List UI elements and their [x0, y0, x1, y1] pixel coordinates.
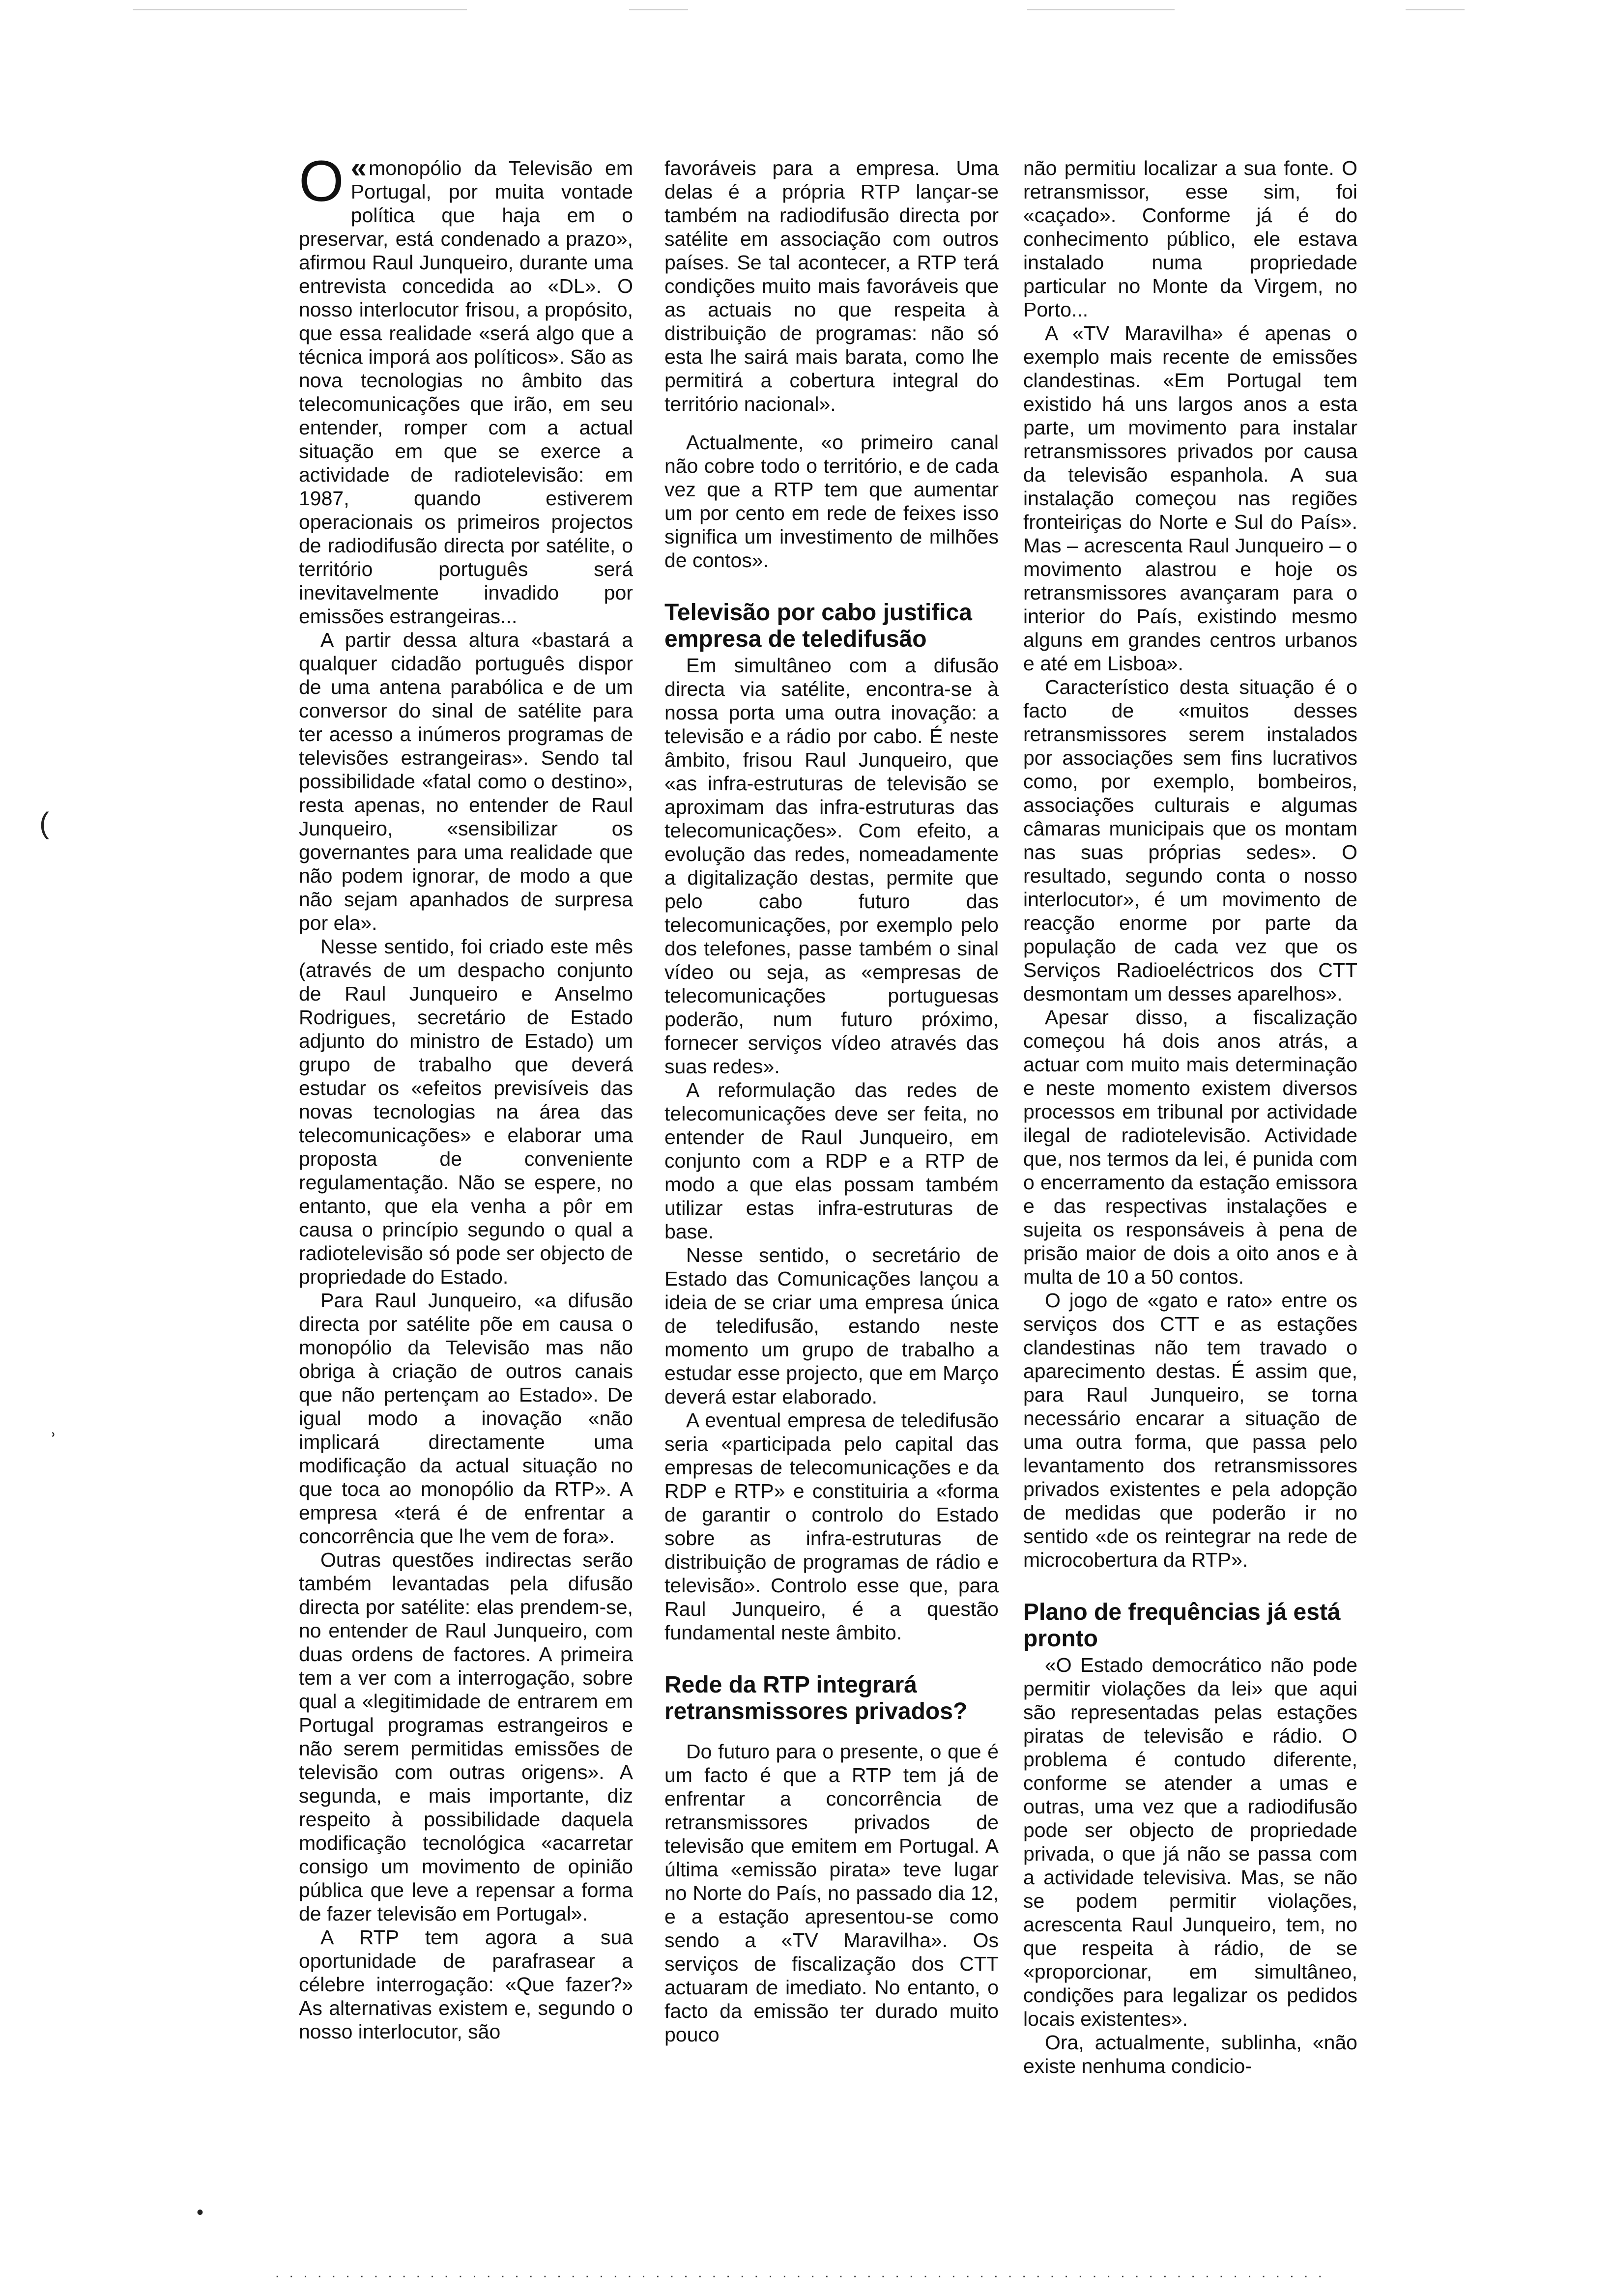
section-heading: Rede da RTP integrará retransmissores privados?: [664, 1672, 968, 1724]
paragraph: Nesse sentido, o secretário de Estado das Comunicações lançou a ideia de se criar uma empresa única de teledifusão, estando neste momento um grupo de trabalho a estudar esse projecto, que em Março deverá estar elaborado.: [664, 1244, 999, 1408]
paragraph: A partir dessa altura «bastará a qualquer cidadão português dispor de uma antena parabólica e de um conversor do sinal de satélite para ter acesso a inúmeros programas de televisões estrangeiras». Sendo tal possibilidade «fatal como o destino», resta apenas, no entender de Raul Junqueiro, «sensibilizar os governantes para uma realidade que não podem ignorar, de modo a que não sejam apanhados de surpresa por ela».: [299, 629, 633, 934]
paragraph: Em simultâneo com a difusão directa via satélite, encontra-se à nossa porta uma outra inovação: a televisão e a rádio por cabo. É neste âmbito, frisou Raul Junqueiro, que «as infra-estruturas de televisão se aproximam das infra-estruturas das telecomunicações». Com efeito, a evolução das redes, nomeadamente a digitalização destas, permite que pelo cabo futuro das telecomunicações, por exemplo pelo dos telefones, passe também o sinal vídeo ou seja, as «empresas de telecomunicações portuguesas poderão, num futuro próximo, fornecer serviços vídeo através das suas redes».: [664, 654, 999, 1078]
article-column-1: [299, 149, 633, 2043]
paragraph: A «TV Maravilha» é apenas o exemplo mais recente de emissões clandestinas. «Em Portugal tem existido há uns largos anos a esta parte, um movimento para instalar retransmissores privados por causa da televisão espanhola. A sua instalação começou nas regiões fronteiriças do Norte e Sul do País». Mas – acrescenta Raul Junqueiro – o movimento alastrou e hoje os retransmissores avançaram para o interior do País, existindo mesmo alguns em grandes centros urbanos e até em Lisboa».: [1023, 322, 1357, 675]
margin-dot-mark: •: [197, 2202, 204, 2223]
paragraph: O jogo de «gato e rato» entre os serviços dos CTT e as estações clandestinas não tem travado o aparecimento destas. É assim que, para Raul Junqueiro, se torna necessário encarar a situação de uma outra forma, que passa pelo levantamento dos retransmissores privados existentes e pela adopção de medidas que poderão ir no sentido «de os reintegrar na rede de microcobertura da RTP».: [1023, 1289, 1357, 1571]
scan-edge-rule-right: [1027, 9, 1175, 10]
paragraph-text: monopólio da Televisão em Portugal, por muita vontade política que haja em o preservar, está condenado a prazo», afirmou Raul Junqueiro, durante uma entrevista concedida ao «DL». O nosso interlocutor frisou, a propósito, que essa realidade «será algo que a técnica imporá aos políticos». São as nova tecnologias no âmbito das telecomunicações que irão, em seu entender, romper com a actual situação em que se exerce a actividade de radiotelevisão: em 1987, quando estiverem operacionais os primeiros projectos de radiodifusão directa por satélite, o território português será inevitavelmente invadido por emissões estrangeiras...: [299, 157, 633, 628]
paragraph: favoráveis para a empresa. Uma delas é a própria RTP lançar-se também na radiodifusão directa por satélite em associação com outros países. Se tal acontecer, a RTP terá condições muito mais favoráveis que as actuais no que respeita à distribuição de programas: não só esta lhe sairá mais barata, como lhe permitirá a cobertura integral do território nacional».: [664, 157, 999, 415]
scan-edge-rule-center: [629, 9, 688, 10]
margin-parenthesis-mark: (: [39, 806, 49, 839]
paragraph: A reformulação das redes de telecomunicações deve ser feita, no entender de Raul Junqueiro, em conjunto com a RDP e a RTP de modo a que elas possam também utilizar estas infra-estruturas de base.: [664, 1079, 999, 1243]
margin-hook-mark: ˒: [49, 1416, 58, 1443]
paragraph: não permitiu localizar a sua fonte. O retransmissor, esse sim, foi «caçado». Conforme já é do conhecimento público, ele estava instalado numa propriedade particular no Monte da Virgem, no Porto...: [1023, 157, 1357, 321]
paragraph: Para Raul Junqueiro, «a difusão directa por satélite põe em causa o monopólio da Televisão mas não obriga à criação de outros canais que não pertençam ao Estado». De igual modo a inovação «não implicará directamente uma modificação da actual situação no que toca ao monopólio da RTP». A empresa «terá é de enfrentar a concorrência que lhe vem de fora».: [299, 1289, 633, 1548]
scan-edge-rule-left: [133, 9, 467, 10]
paragraph: «O Estado democrático não pode permitir violações da lei» que aqui são representadas pelas estações piratas de televisão e rádio. O problema é contudo diferente, conforme se atender a umas e outras, uma vez que a radiodifusão pode ser objecto de propriedade privada, o que já não se passa com a actividade televisiva. Mas, se não se podem permitir violações, acrescenta Raul Junqueiro, tem, no que respeita à rádio, de se «proporcionar, em simultâneo, condições para legalizar os pedidos locais existentes».: [1023, 1654, 1357, 2030]
paragraph: A RTP tem agora a sua oportunidade de parafrasear a célebre interrogação: «Que fazer?» As alternativas existem e, segundo o nosso interlocutor, são: [299, 1926, 633, 2043]
paragraph: Característico desta situação é o facto de «muitos desses retransmissores serem instalados por associações sem fins lucrativos como, por exemplo, bombeiros, associações culturais e algumas câmaras municipais que os montam nas suas próprias sedes». O resultado, segundo conta o nosso interlocutor», é um movimento de reacção enorme por parte da população de cada vez que os Serviços Radioeléctricos dos CTT desmontam um desses aparelhos».: [1023, 676, 1357, 1005]
lead-quote-mark: «: [350, 152, 367, 184]
section-heading: Televisão por cabo justifica empresa de teledifusão: [664, 600, 972, 652]
article-column-2: [664, 156, 999, 2046]
paragraph: Do futuro para o presente, o que é um facto é que a RTP tem já de enfrentar a concorrência de retransmissores privados de televisão que emitem em Portugal. A última «emissão pirata» teve lugar no Norte do País, no passado dia 12, e a estação apresentou-se como sendo a «TV Maravilha». Os serviços de fiscalização dos CTT actuaram de imediato. No entanto, o facto da emissão ter durado muito pouco: [664, 1740, 999, 2046]
section-heading: Plano de frequências já está pronto: [1023, 1599, 1341, 1652]
drop-cap: O: [299, 149, 344, 214]
paragraph: Ora, actualmente, sublinha, «não existe nenhuma condicio-: [1023, 2031, 1357, 2077]
paragraph: Actualmente, «o primeiro canal não cobre todo o território, e de cada vez que a RTP tem que aumentar um por cento em rede de feixes isso significa um investimento de milhões de contos».: [664, 431, 999, 572]
paragraph: Apesar disso, a fiscalização começou há dois anos atrás, a actuar com muito mais determinação e neste momento existem diversos processos em tribunal por actividade ilegal de radiotelevisão. Actividade que, nos termos da lei, é punida com o encerramento da estação emissora e das respectivas instalações e sujeita os responsáveis à pena de prisão maior de dois a oito anos e à multa de 10 a 50 contos.: [1023, 1006, 1357, 1288]
article-column-3: [1023, 156, 1357, 2078]
scan-noise-dots: . . . . . . . . . . . . . . . . . . . . . . . . . . . . . . . . . . . . . . . . . . . . . . . . . . . . . . . . . . . . . . . . . . . . . . . . . . .: [275, 2265, 1325, 2281]
paragraph: A eventual empresa de teledifusão seria «participada pelo capital das empresas de telecomunicações e da RDP e RTP» e constituiria a «forma de garantir o controlo do Estado sobre as infra-estruturas de distribuição de programas de rádio e televisão». Controlo esse que, para Raul Junqueiro, é a questão fundamental neste âmbito.: [664, 1409, 999, 1644]
lead-paragraph: [299, 149, 633, 628]
paragraph: Nesse sentido, foi criado este mês (através de um despacho conjunto de Raul Junqueiro e Anselmo Rodrigues, secretário de Estado adjunto do ministro de Estado) um grupo de trabalho que deverá estudar os «efeitos previsíveis das novas tecnologias na área das telecomunicações» e elaborar uma proposta de conveniente regulamentação. Não se espere, no entanto, que ela venha a pôr em causa o princípio segundo o qual a radiotelevisão só pode ser objecto de propriedade do Estado.: [299, 935, 633, 1288]
scan-edge-rule-far-right: [1406, 9, 1465, 10]
paragraph: Outras questões indirectas serão também levantadas pela difusão directa por satélite: elas prendem-se, no entender de Raul Junqueiro, com duas ordens de factores. A primeira tem a ver com a interrogação, sobre qual a «legitimidade de entrarem em Portugal programas estrangeiros e não serem permitidas emissões de televisão com outras origens». A segunda, e mais importante, diz respeito à possibilidade daquela modificação tecnológica «acarretar consigo um movimento de opinião pública que leve a repensar a forma de fazer televisão em Portugal».: [299, 1549, 633, 1925]
